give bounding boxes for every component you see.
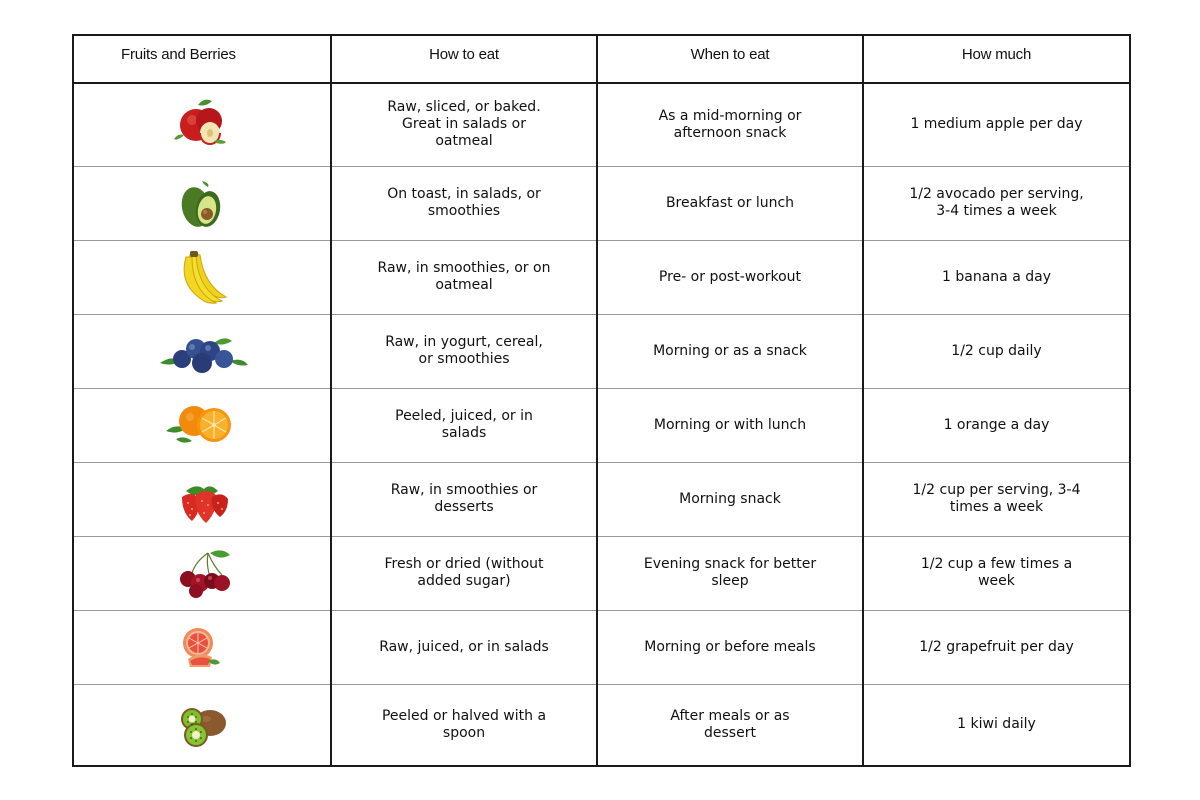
header-how-to-eat: How to eat [331,35,597,83]
fruit-guide-table [72,34,1131,767]
fruit-cell [73,684,331,766]
how-much-cell: 1 medium apple per day [863,83,1130,166]
how-to-eat-cell: Raw, in smoothies or desserts [331,462,597,536]
fruit-cell [73,610,331,684]
fruit-cell [73,83,331,166]
how-to-eat-cell: Peeled, juiced, or in salads [331,388,597,462]
fruit-cell [73,240,331,314]
table-row [73,388,1130,462]
table-row [73,240,1130,314]
table-row [73,462,1130,536]
table-row [73,314,1130,388]
fruit-cell [73,536,331,610]
when-to-eat-cell: Evening snack for better sleep [597,536,863,610]
when-to-eat-cell: Morning or before meals [597,610,863,684]
avocado-icon [152,173,252,233]
when-to-eat-cell: After meals or as dessert [597,684,863,766]
table-row [73,610,1130,684]
table-row [73,536,1130,610]
banana-icon [152,247,252,307]
how-much-cell: 1 orange a day [863,388,1130,462]
header-fruits: Fruits and Berries [73,35,331,83]
grapefruit-icon [152,617,252,677]
how-much-cell: 1/2 cup daily [863,314,1130,388]
how-much-cell: 1 banana a day [863,240,1130,314]
how-to-eat-cell: Raw, sliced, or baked. Great in salads or oatmeal [331,83,597,166]
when-to-eat-cell: Breakfast or lunch [597,166,863,240]
how-to-eat-cell: Raw, in smoothies, or on oatmeal [331,240,597,314]
how-much-cell: 1/2 grapefruit per day [863,610,1130,684]
how-to-eat-cell: Raw, juiced, or in salads [331,610,597,684]
how-much-cell: 1/2 avocado per serving, 3-4 times a week [863,166,1130,240]
orange-icon [152,395,252,455]
how-to-eat-cell: Peeled or halved with a spoon [331,684,597,766]
fruit-cell [73,388,331,462]
cherries-icon [152,543,252,603]
table-row [73,83,1130,166]
table-row [73,684,1130,766]
header-when-to-eat: When to eat [597,35,863,83]
fruit-cell [73,462,331,536]
table-header-row [73,35,1130,83]
kiwi-icon [152,695,252,755]
how-much-cell: 1/2 cup a few times a week [863,536,1130,610]
when-to-eat-cell: As a mid-morning or afternoon snack [597,83,863,166]
how-to-eat-cell: On toast, in salads, or smoothies [331,166,597,240]
strawberries-icon [152,469,252,529]
how-much-cell: 1/2 cup per serving, 3-4 times a week [863,462,1130,536]
fruit-cell [73,314,331,388]
when-to-eat-cell: Morning or with lunch [597,388,863,462]
when-to-eat-cell: Morning snack [597,462,863,536]
how-to-eat-cell: Raw, in yogurt, cereal, or smoothies [331,314,597,388]
when-to-eat-cell: Pre- or post-workout [597,240,863,314]
how-to-eat-cell: Fresh or dried (without added sugar) [331,536,597,610]
when-to-eat-cell: Morning or as a snack [597,314,863,388]
header-how-much: How much [863,35,1130,83]
blueberries-icon [152,321,252,381]
apple-icon [152,95,252,155]
how-much-cell: 1 kiwi daily [863,684,1130,766]
fruit-cell [73,166,331,240]
table-row [73,166,1130,240]
